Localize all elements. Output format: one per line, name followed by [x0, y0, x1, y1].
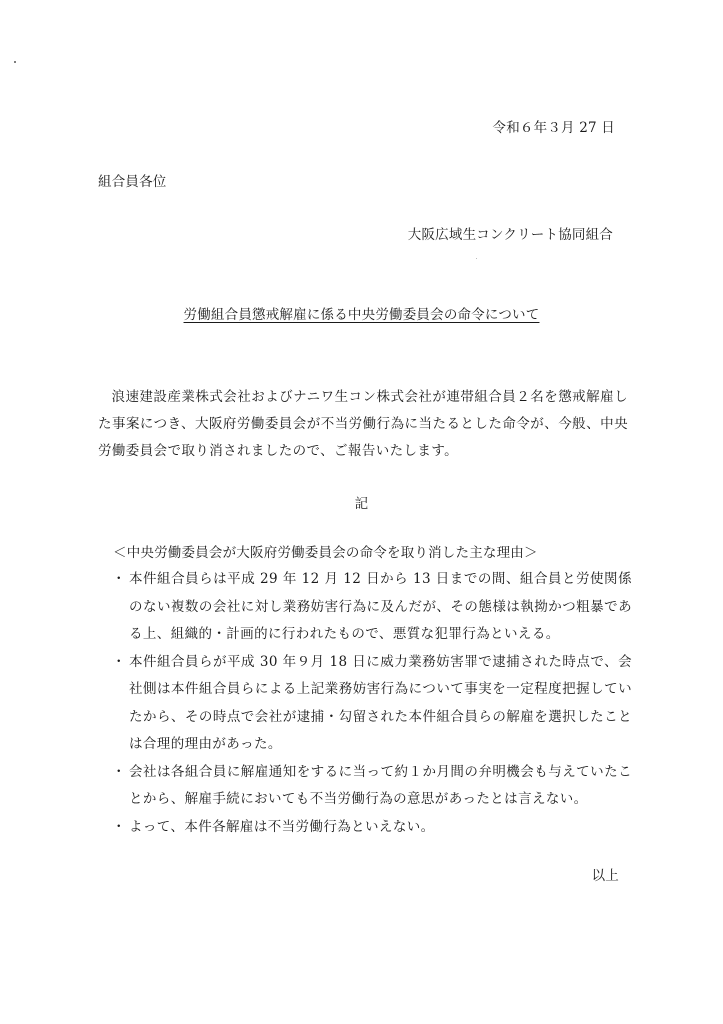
bullet-dot: ・	[112, 763, 126, 780]
reason-item	[112, 759, 632, 814]
closing-mark: 以上	[591, 868, 619, 884]
reasons-heading: ＜中央労働委員会が大阪府労働委員会の命令を取り消した主な理由＞	[113, 545, 538, 561]
bullet-dot: ・	[112, 818, 126, 835]
document-date: 令和６年３月 27 日	[492, 120, 615, 136]
document-sender: 大阪広域生コンクリート協同組合	[407, 227, 613, 243]
document-title: 労働組合員懲戒解雇に係る中央労働委員会の命令について	[183, 307, 540, 323]
reason-item	[112, 814, 632, 842]
bullet-dot: ・	[112, 653, 126, 670]
document-recipient: 組合員各位	[98, 174, 167, 190]
bullet-dot: ・	[112, 571, 126, 587]
scan-speck	[14, 61, 16, 63]
reasons-list	[112, 566, 632, 841]
body-paragraph: 浪速建設産業株式会社およびナニワ生コン株式会社が連帯組合員２名を懲戒解雇した事案につき、大阪府労働委員会が不当労働行為に当たるとした命令が、今般、中央労働委員会で取り消されましたので、ご報告いたします。	[98, 389, 628, 459]
scan-speck	[476, 258, 477, 259]
reason-text: 本件組合員らが平成 30 年９月 18 日に威力業務妨害罪で逮捕された時点で、会社側は本件組合員らによる上記業務妨害行為について事実を一定程度把握していたから、その時点で会社が逮捕・勾留された本件組合員らの解雇を選択したことは合理的理由があった。	[129, 653, 632, 752]
ki-marker: 記	[354, 496, 369, 512]
reason-text: 本件組合員らは平成 29 年 12 月 12 日から 13 日までの間、組合員と労使関係のない複数の会社に対し業務妨害行為に及んだが、その態様は執拗かつ粗暴である上、組織的・計画的に行われたもので、悪質な犯罪行為といえる。	[129, 571, 632, 642]
reason-item	[112, 649, 632, 759]
reason-text: よって、本件各解雇は不当労働行為といえない。	[129, 818, 435, 835]
reason-text: 会社は各組合員に解雇通知をするに当って約１か月間の弁明機会も与えていたことから、解雇手続においても不当労働行為の意思があったとは言えない。	[129, 763, 632, 807]
reason-item	[112, 566, 632, 649]
